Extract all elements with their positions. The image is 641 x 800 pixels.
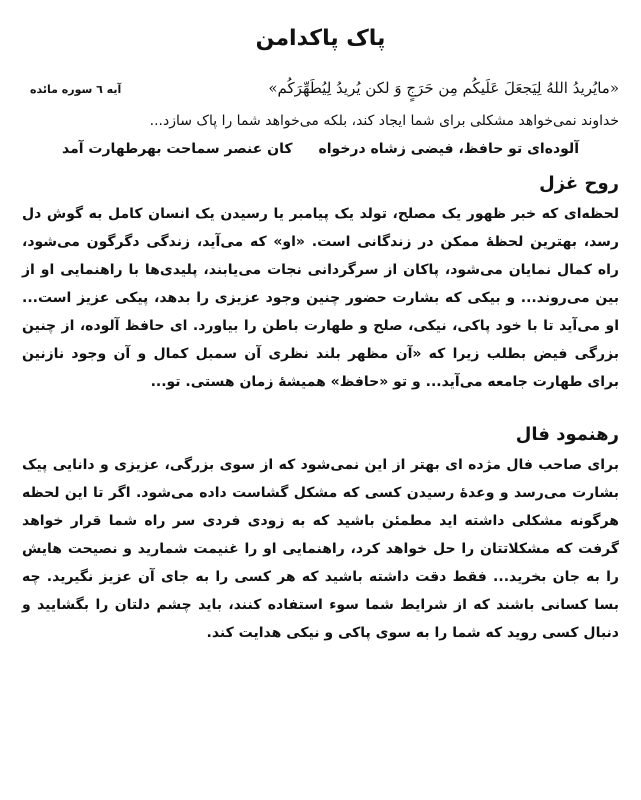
poem-first-hemistich: آلوده‌ای تو حافظ، فیضی زشاه درخواه (318, 141, 579, 157)
quran-verse: «مایُریدُ اللهُ لِیَجعَلَ عَلَیکُم مِن حَرَجٍ وَ لکن یُریدُ لِیُطَهِّرَکُم» (268, 79, 619, 97)
page-title: پاک پاکدامن (255, 26, 386, 51)
verse-reference: آیه ٦ سوره مائده (30, 83, 122, 96)
section-heading-rahnamud-fal: رهنمود فال (515, 424, 619, 445)
poem-second-hemistich: کان عنصر سماحت بهرطهارت آمد (62, 141, 293, 157)
section-text-ruh-ghazal: لحظه‌ای که خبر ظهور یک مصلح، تولد یک پیامبر یا رسیدن یک انسان کامل به گوش دل رسد، بهترین لحظهٔ ممکن در زندگانی است. «او» که می‌آید، زندگی دگرگون می‌شود، راه کمال نمایان می‌شود، پاکان از سرگردانی نجات می‌یابند، پلیدی‌ها با راهنمایی او از بین می‌روند... و بیکی که بشارت حضور چنین وجود عزیزی را بدهد، پیکی عزیز است... او می‌آید تا با خود پاکی، نیکی، صلح و طهارت باطن را بیاورد. ای حافظ آلوده، از چنین بزرگی فیض بطلب زیرا که «آن مظهر بلند نظری آن سمبل کمال و آن وجود نازنین برای طهارت جامعه می‌آید... و تو «حافظ» همیشهٔ زمان هستی. تو... (22, 206, 619, 390)
verse-translation: خداوند نمی‌خواهد مشکلی برای شما ایجاد کند، بلکه می‌خواهد شما را پاک سازد... (149, 113, 619, 129)
verse-line (22, 79, 619, 97)
section-heading-ruh-ghazal: روح غزل (539, 173, 619, 194)
poem-couplet (62, 141, 579, 157)
section-text-rahnamud-fal: برای صاحب فال مژده ای بهتر از این نمی‌شود که از سوی بزرگی، عزیزی و دانایی پیک بشارت می‌رسد و وعدهٔ رسیدن کسی که مشکل گشاست داده می‌شود. اگر تا این لحظه هرگونه مشکلی داشته اید مطمئن باشید که به زودی فردی سر راه شما قرار خواهد گرفت که مشکلاتتان را حل خواهد کرد، راهنمایی او را غنیمت شمارید و نصیحت هایش را به جان بخرید... فقط دقت داشته باشید که هر کسی را به جای آن عزیز نگیرید. چه بسا کسانی باشند که از شرایط شما سوء استفاده کنند، باید چشم دلتان را بگشایید و دنبال کسی روید که شما را به سوی پاکی و نیکی هدایت کند. (22, 457, 619, 641)
